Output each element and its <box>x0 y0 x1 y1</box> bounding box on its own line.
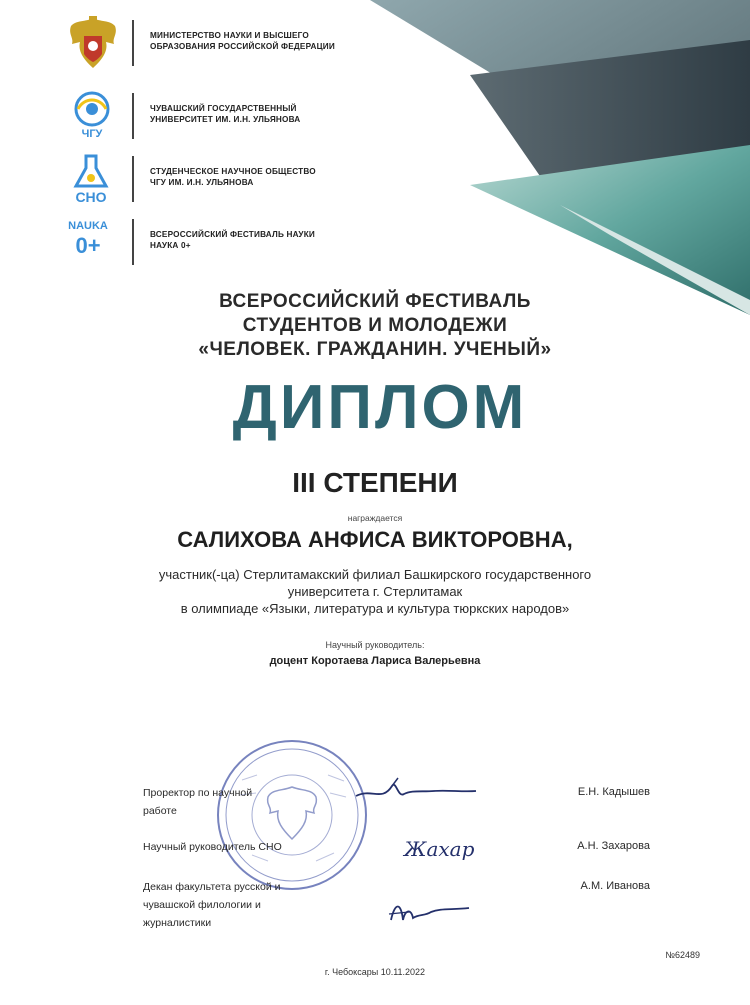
handwritten-signature <box>400 830 510 868</box>
recipient-name: САЛИХОВА АНФИСА ВИКТОРОВНА, <box>177 527 573 552</box>
description-line: в олимпиаде «Языки, литература и культура тюркских народов» <box>180 601 570 616</box>
achievement-description <box>140 566 610 617</box>
nauka-logo-icon <box>62 213 124 273</box>
org-nauka <box>62 213 482 275</box>
degree-label: III СТЕПЕНИ <box>292 467 458 498</box>
svg-text:СНО: СНО <box>75 189 107 205</box>
org-nauka-name: ВСЕРОССИЙСКИЙ ФЕСТИВАЛЬ НАУКИ НАУКА 0+ <box>150 230 315 250</box>
org-separator <box>132 156 134 202</box>
festival-title: ВСЕРОССИЙСКИЙ ФЕСТИВАЛЬ СТУДЕНТОВ И МОЛОДЕЖИ «ЧЕЛОВЕК. ГРАЖДАНИН. УЧЕНЫЙ» <box>198 291 552 360</box>
supervisor-name: доцент Коротаева Лариса Валерьевна <box>269 655 481 667</box>
org-ministry-name: МИНИСТЕРСТВО НАУКИ И ВЫСШЕГО ОБРАЗОВАНИЯ РОССИЙСКОЙ ФЕДЕРАЦИИ <box>150 31 335 51</box>
org-chgu-name: ЧУВАШСКИЙ ГОСУДАРСТВЕННЫЙ УНИВЕРСИТЕТ ИМ. И.Н. УЛЬЯНОВА <box>150 104 301 124</box>
org-sno <box>62 150 482 212</box>
org-sno-name: СТУДЕНЧЕСКОЕ НАУЧНОЕ ОБЩЕСТВО ЧГУ ИМ. И.Н. УЛЬЯНОВА <box>150 167 316 187</box>
signatory-name: А.Н. Захарова <box>577 840 650 852</box>
handwritten-signature <box>352 774 482 814</box>
supervisor-label: Научный руководитель: <box>325 640 425 650</box>
city-date: г. Чебоксары 10.11.2022 <box>324 967 426 977</box>
signatory-title: Проректор по научной работе <box>143 787 253 817</box>
handwritten-signature <box>385 896 475 930</box>
org-ministry <box>62 14 482 76</box>
svg-text:Жахар: Жахар <box>404 837 475 861</box>
signatory-title: Научный руководитель СНО <box>143 841 282 853</box>
chgu-logo-icon <box>62 87 124 147</box>
org-separator <box>132 93 134 139</box>
svg-text:ЧГУ: ЧГУ <box>81 128 103 140</box>
diploma-title: ДИПЛОМ <box>232 373 528 442</box>
coat-of-arms-icon <box>62 14 124 74</box>
awarded-label: награждается <box>347 513 403 523</box>
org-separator <box>132 219 134 265</box>
diploma-number: №62489 <box>665 950 700 960</box>
description-line: университета г. Стерлитамак <box>287 584 463 599</box>
sno-logo-icon <box>62 150 124 210</box>
org-chgu <box>62 87 482 149</box>
signatory-title: Декан факультета русской и чувашской филологии и журналистики <box>143 881 281 929</box>
signatory-name: А.М. Иванова <box>580 880 650 892</box>
svg-text:NAUKA: NAUKA <box>68 220 108 232</box>
svg-text:0+: 0+ <box>75 233 101 258</box>
description-line: участник(-ца) Стерлитамакский филиал Башкирского государственного <box>158 567 592 582</box>
org-separator <box>132 20 134 66</box>
signatory-name: Е.Н. Кадышев <box>577 786 650 798</box>
